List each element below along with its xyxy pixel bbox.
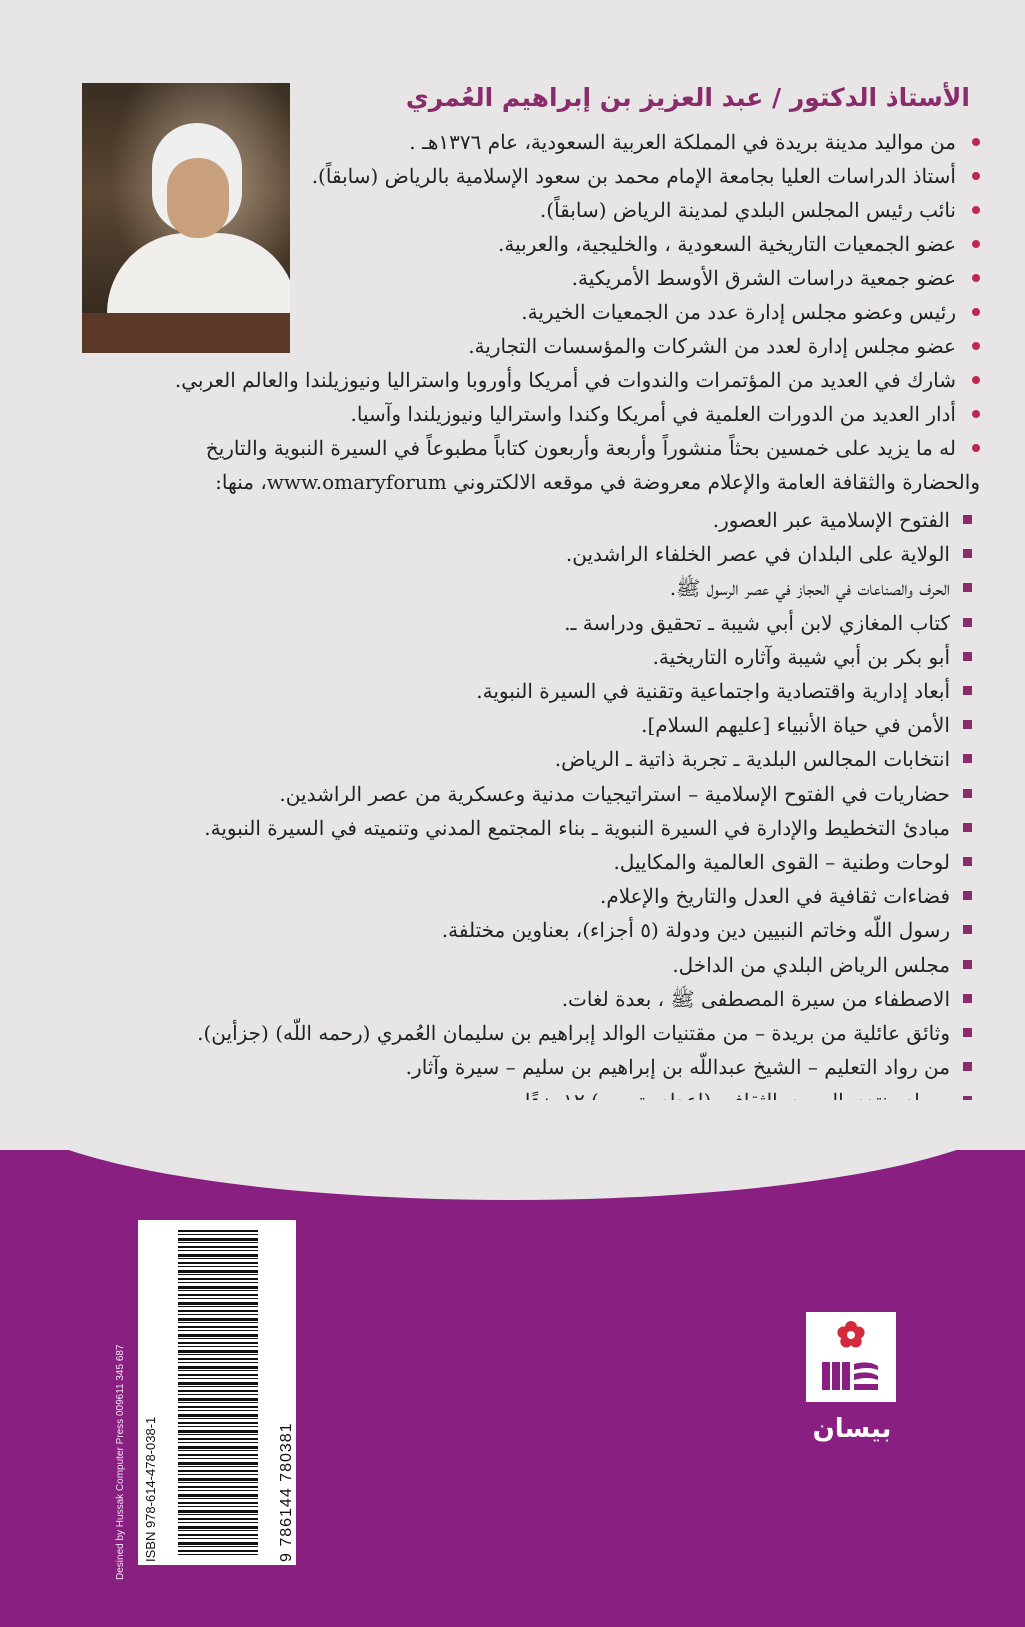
square-bullet-icon: [963, 618, 972, 627]
work-item: فضاءات ثقافية في العدل والتاريخ والإعلام.: [80, 879, 980, 913]
barcode-digits: 9 786144 780381: [278, 1422, 295, 1562]
square-bullet-icon: [963, 789, 972, 798]
bullet-icon: [972, 206, 980, 214]
work-item: الحرف والصناعات في الحجاز في عصر الرسول ﷺ.: [80, 571, 980, 605]
work-item: الفتوح الإسلامية عبر العصور.: [80, 503, 980, 537]
square-bullet-icon: [963, 1062, 972, 1071]
author-bio-list: [80, 125, 980, 499]
bio-item: أدار العديد من الدورات العلمية في أمريكا وكندا واستراليا ونيوزيلندا وآسيا.: [80, 397, 980, 431]
open-book-icon: [820, 1358, 882, 1394]
work-item: من رواد التعليم – الشيخ عبداللّه بن إبراهيم بن سليم – سيرة وآثار.: [80, 1050, 980, 1084]
bio-item: عضو الجمعيات التاريخية السعودية ، والخليجية، والعربية.: [80, 227, 980, 261]
square-bullet-icon: [963, 994, 972, 1003]
work-item: انتخابات المجالس البلدية ـ تجربة ذاتية ـ الرياض.: [80, 742, 980, 776]
square-bullet-icon: [963, 549, 972, 558]
square-bullet-icon: [963, 857, 972, 866]
bio-item: رئيس وعضو مجلس إدارة عدد من الجمعيات الخيرية.: [80, 295, 980, 329]
square-bullet-icon: [963, 515, 972, 524]
bio-item: عضو جمعية دراسات الشرق الأوسط الأمريكية.: [80, 261, 980, 295]
bio-item: أستاذ الدراسات العليا بجامعة الإمام محمد بن سعود الإسلامية بالرياض (سابقاً).: [80, 159, 980, 193]
bullet-icon: [972, 172, 980, 180]
square-bullet-icon: [963, 960, 972, 969]
bullet-icon: [972, 240, 980, 248]
publisher-logo: [806, 1312, 896, 1402]
square-bullet-icon: [963, 686, 972, 695]
work-item: حضاريات في الفتوح الإسلامية – استراتيجيات مدنية وعسكرية من عصر الراشدين.: [80, 777, 980, 811]
work-item: رسول اللّه وخاتم النبيين دين ودولة (٥ أجزاء)، بعناوين مختلفة.: [80, 913, 980, 947]
bullet-icon: [972, 376, 980, 384]
bio-item-continuation: والحضارة والثقافة العامة والإعلام معروضة في موقعه الالكتروني www.omaryforum، منها:: [215, 470, 980, 494]
work-item: الولاية على البلدان في عصر الخلفاء الراشدين.: [80, 537, 980, 571]
work-item: كتاب المغازي لابن أبي شيبة ـ تحقيق ودراسة ـ.: [80, 606, 980, 640]
work-item: مجلس الرياض البلدي من الداخل.: [80, 948, 980, 982]
square-bullet-icon: [963, 891, 972, 900]
square-bullet-icon: [963, 720, 972, 729]
square-bullet-icon: [963, 754, 972, 763]
bullet-icon: [972, 138, 980, 146]
barcode-bars: [178, 1230, 258, 1555]
works-list: [80, 503, 980, 1119]
bullet-icon: [972, 444, 980, 452]
designer-credit: Desined by Hussak Computer Press 009611 345 687: [115, 1344, 126, 1580]
work-item: أبعاد إدارية واقتصادية واجتماعية وتقنية في السيرة النبوية.: [80, 674, 980, 708]
bio-item: شارك في العديد من المؤتمرات والندوات في أمريكا وأوروبا واستراليا ونيوزيلندا والعالم العربي.: [80, 363, 980, 397]
work-item: لوحات وطنية – القوى العالمية والمكاييل.: [80, 845, 980, 879]
square-bullet-icon: [963, 925, 972, 934]
square-bullet-icon: [963, 823, 972, 832]
square-bullet-icon: [963, 652, 972, 661]
bullet-icon: [972, 274, 980, 282]
flower-icon: [836, 1320, 866, 1350]
bio-item: نائب رئيس المجلس البلدي لمدينة الرياض (سابقاً).: [80, 193, 980, 227]
publisher-name: بيسان: [812, 1414, 892, 1444]
work-item: الأمن في حياة الأنبياء [عليهم السلام].: [80, 708, 980, 742]
bullet-icon: [972, 342, 980, 350]
bio-item: من مواليد مدينة بريدة في المملكة العربية السعودية، عام ١٣٧٦هـ .: [80, 125, 980, 159]
bio-item: عضو مجلس إدارة لعدد من الشركات والمؤسسات التجارية.: [80, 329, 980, 363]
work-item: وثائق عائلية من بريدة – من مقتنيات الوالد إبراهيم بن سليمان العُمري (رحمه اللّه) (جزأين).: [80, 1016, 980, 1050]
work-item: أبو بكر بن أبي شيبة وآثاره التاريخية.: [80, 640, 980, 674]
bullet-icon: [972, 410, 980, 418]
work-item: مبادئ التخطيط والإدارة في السيرة النبوية ـ بناء المجتمع المدني وتنميته في السيرة النبوية.: [80, 811, 980, 845]
bullet-icon: [972, 308, 980, 316]
curved-divider: [0, 1100, 1025, 1200]
author-title: الأستاذ الدكتور / عبد العزيز بن إبراهيم العُمري: [405, 83, 970, 112]
square-bullet-icon: [963, 1028, 972, 1037]
square-bullet-icon: [963, 583, 972, 592]
work-item: الاصطفاء من سيرة المصطفى ﷺ ، بعدة لغات.: [80, 982, 980, 1016]
bio-item: له ما يزيد على خمسين بحثاً منشوراً وأربعة وأربعون كتاباً مطبوعاً في السيرة النبوية والتاريخ والحضارة والثقافة العامة والإعلام معروضة في موقعه الالكتروني www.omaryforum، منها:: [80, 431, 980, 499]
isbn-label: ISBN 978-614-478-038-1: [143, 1416, 158, 1562]
barcode: [138, 1220, 296, 1565]
